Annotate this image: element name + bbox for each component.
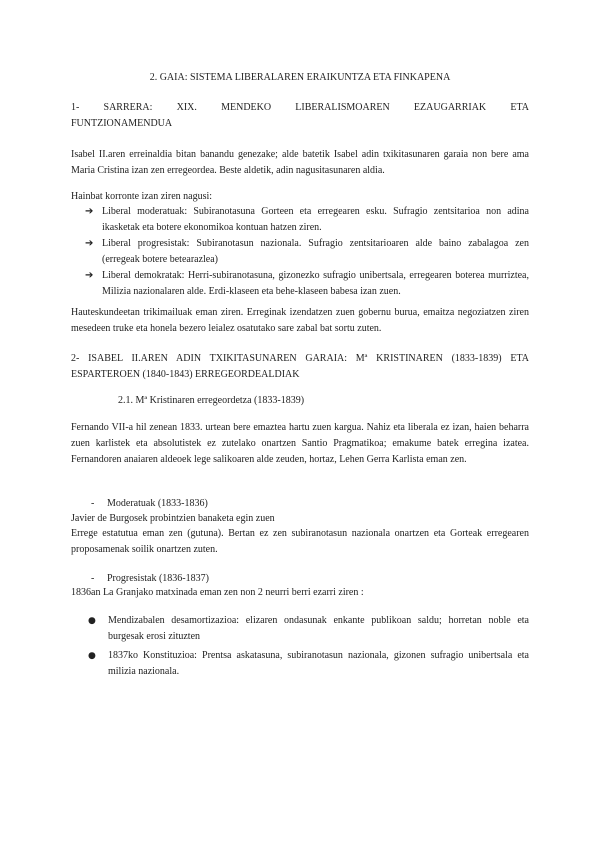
elections-paragraph: Hauteskundeetan trikimailuak eman ziren. Erreginak izendatzen zuen gobernu burua, emaitza negoziatzen ziren mesedeen truke eta honela bezero leialez osatutako sare zabal bat sortu zuten. [71,307,529,334]
list-item-text: Liberal moderatuak: Subiranotasuna Gorteen eta erregearen esku. Sufragio zentsitarioa non adina ikasketak eta botere ekonomikoa kontuan hatzen ziren. [102,206,529,233]
progressives-label: Progresistak (1836-1837) [107,573,209,584]
estatutua-paragraph: Errege estatutua eman zen (gutuna). Bertan ez zen subiranotasun nazionala onartzen eta Gorteak erregearen proposamenak soilik onartzen zuten. [71,528,529,555]
list-item-text: Liberal demokratak: Herri-subiranotasuna, gizonezko sufragio unibertsala, erregearen boterea murriztea, Milizia nazionalaren alde. Erdi-klaseen eta behe-klaseen babesa izan zuen. [102,270,529,297]
dash-icon: - [91,573,95,584]
currents-lead: Hainbat korronte izan ziren nagusi: [71,191,213,202]
bullet-icon: ● [88,651,96,661]
dash-icon: - [91,498,95,509]
section-1-heading-line2: FUNTZIONAMENDUA [71,118,173,129]
arrow-icon: ➔ [85,238,94,249]
bullet-icon: ● [88,616,96,626]
list-item [71,268,529,300]
arrow-icon: ➔ [85,206,94,217]
list-item [71,204,529,236]
moderates-label: Moderatuak (1833-1836) [107,498,208,509]
measures-list [71,613,529,683]
section-2-heading-line1: 2- ISABEL II.AREN ADIN TXIKITASUNAREN GARAIA: Mª KRISTINAREN (1833-1839) ETA [71,353,529,364]
list-item-text: Liberal progresistak: Subiranotasun nazionala. Sufragio zentsitarioaren alde baino zabalagoa zen (erregeak botere betearazlea) [102,238,529,265]
intro-paragraph: Isabel II.aren erreinaldia bitan banandu genezake; alde batetik Isabel adin txikitasunaren garaia non bere ama Maria Cristina izan zen erregeordea. Beste aldetik, adin nagusitasunaren aldia. [71,149,529,176]
section-1-heading [71,100,529,132]
section-2-heading [71,351,529,383]
subsection-2-1-heading: 2.1. Mª Kristinaren erregeordetza (1833-1839) [118,395,305,406]
list-item [71,613,529,645]
list-item-text: Mendizabalen desamortizazioa: elizaren ondasunak enkante publikoan saldu; horretan noble eta burgesak erosi zituzten [108,615,529,642]
section-1-heading-line1: 1- SARRERA: XIX. MENDEKO LIBERALISMOAREN EZAUGARRIAK ETA [71,102,529,113]
list-item [71,648,529,680]
currents-list [71,204,529,300]
list-item [71,236,529,268]
document-title: 2. GAIA: SISTEMA LIBERALAREN ERAIKUNTZA ETA FINKAPENA [149,72,451,83]
burgos-line: Javier de Burgosek probintzien banaketa egin zuen [71,513,275,524]
section-2-heading-line2: ESPARTEROEN (1840-1843) ERREGEORDEALDIAK [71,369,300,380]
fernando-paragraph: Fernando VII-a hil zenean 1833. urtean bere emaztea hartu zuen kargua. Nahiz eta liberala ez izan, haien beharra zuen karlistek eta absolutistek ez zutelako onartzen Santio Pragmatikoa; emakume batek erregina izatea. Fernandoren anaiaren aldeoek lege salikoaren alde zeuden, hortaz, Lehen Gerra Karlista eman zen. [71,422,529,465]
granja-line: 1836an La Granjako matxinada eman zen non 2 neurri berri ezarri ziren : [71,587,364,598]
arrow-icon: ➔ [85,270,94,281]
list-item-text: 1837ko Konstituzioa: Prentsa askatasuna, subiranotasun nazionala, gizonen sufragio unibertsala eta milizia nazionala. [108,650,529,677]
